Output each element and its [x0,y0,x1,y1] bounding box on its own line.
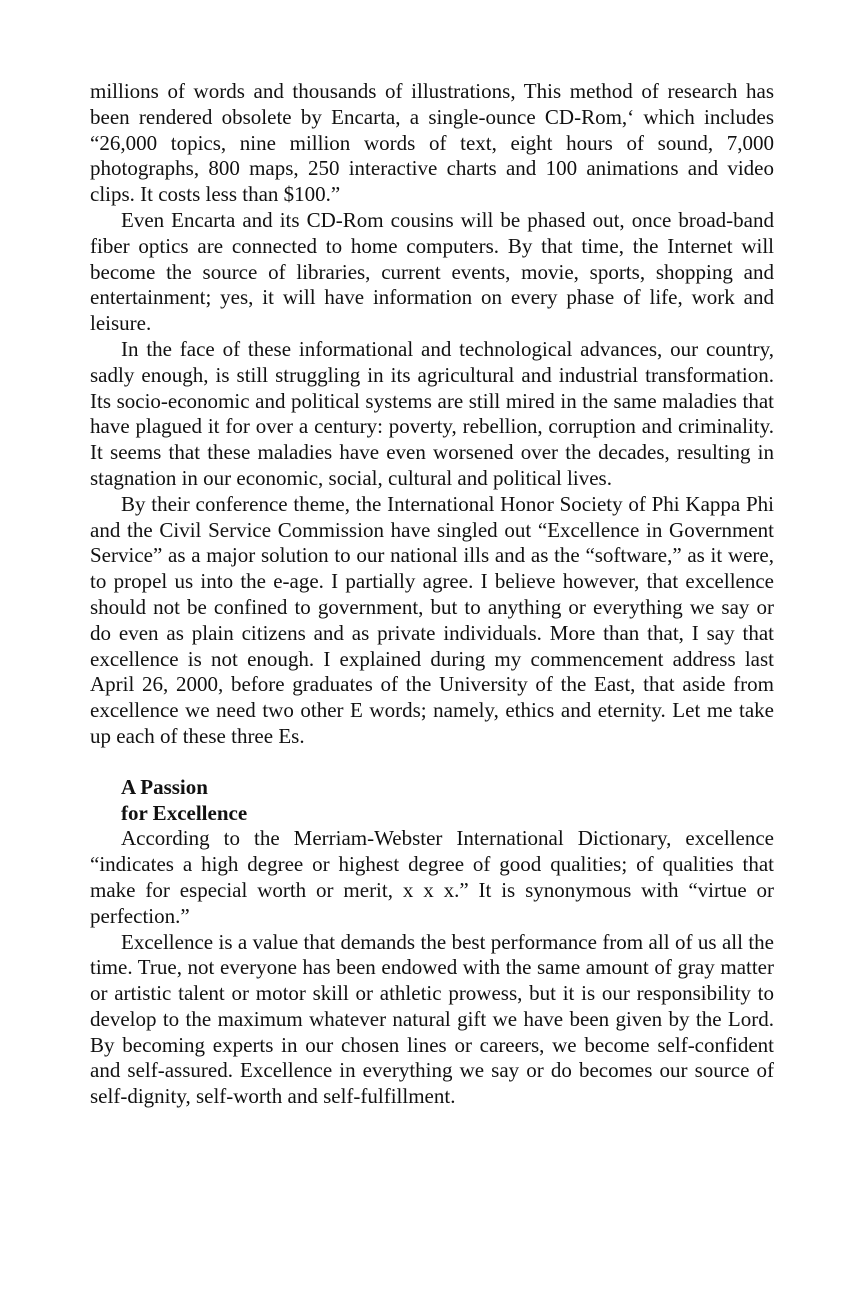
paragraph-encarta: millions of words and thousands of illustrations, This method of research has been rendered obsolete by Encarta, a single-ounce CD-Rom,‘ which includes “26,000 topics, nine million words of text, eight hours of sound, 7,000 photographs, 800 maps, 250 interactive charts and 100 animations and video clips. It costs less than $100.” [90,79,774,207]
section-heading-line-2: for Excellence [121,800,248,825]
paragraph-definition: According to the Merriam-Webster International Dictionary, excellence “indicates a high degree or highest degree of good qualities; of qualities that make for especial worth or merit, x x x.” It is synonymous with “virtue or perfection.” [90,826,774,928]
section-heading [121,775,774,827]
paragraph-broadband: Even Encarta and its CD-Rom cousins will be phased out, once broad-band fiber optics are connected to home computers. By that time, the Internet will become the source of libraries, current events, movie, sports, shopping and entertainment; yes, it will have information on every phase of life, work and leisure. [90,207,774,336]
paragraph-conference-theme: By their conference theme, the International Honor Society of Phi Kappa Phi and the Civil Service Commission have singled out “Excellence in Government Service” as a major solution to our national ills and as the “software,” as it were, to propel us into the e-age. I partially agree. I believe however, that excellence should not be confined to government, but to anything or everything we say or do even as plain citizens and as private individuals. More than that, I say that excellence is not enough. I explained during my commencement address last April 26, 2000, before graduates of the University of the East, that aside from excellence we need two other E words; namely, ethics and eternity. Let me take up each of these three Es. [90,491,774,748]
paragraph-excellence-value: Excellence is a value that demands the best performance from all of us all the time. True, not everyone has been endowed with the same amount of gray matter or artistic talent or motor skill or athletic prowess, but it is our responsibility to develop to the maximum whatever natural gift we have been given by the Lord. By becoming experts in our chosen lines or careers, we become self-confident and self-assured. Excellence in everything we say or do becomes our source of self-dignity, self-worth and self-fulfillment. [90,929,774,1109]
document-page [90,79,774,1110]
paragraph-country-struggles: In the face of these informational and technological advances, our country, sadly enough, is still struggling in its agricultural and industrial transformation. Its socio-economic and political systems are still mired in the same maladies that have plagued it for over a century: poverty, rebellion, corruption and criminality. It seems that these maladies have even worsened over the decades, resulting in stagnation in our economic, social, cultural and political lives. [90,336,774,490]
section-heading-line-1: A Passion [121,774,208,799]
